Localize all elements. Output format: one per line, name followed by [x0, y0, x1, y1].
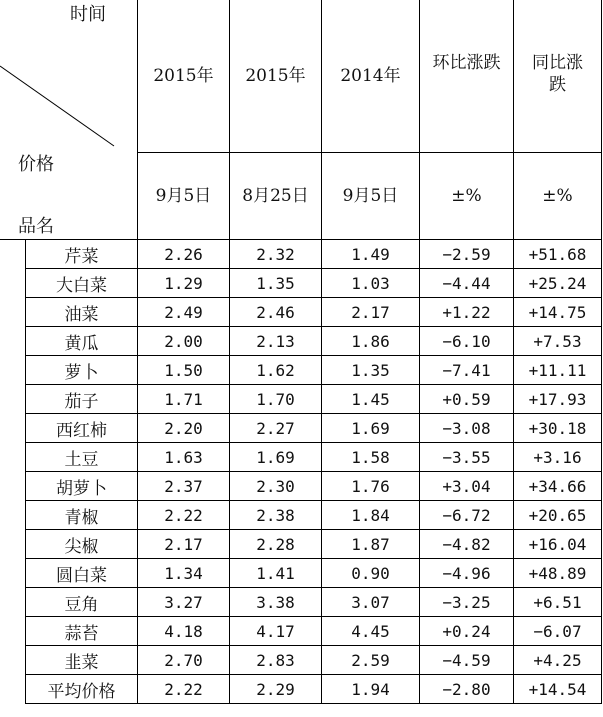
value-cell: 2.27 [256, 418, 295, 438]
value-cell: −6.10 [442, 331, 491, 351]
value-cell: −2.59 [442, 244, 491, 264]
value-cell: +17.93 [528, 389, 587, 409]
corner-item-label: 品名 [18, 216, 54, 237]
value-cell: +6.51 [533, 592, 582, 612]
value-cell: 2.30 [256, 476, 295, 496]
column-header-top: 同比涨跌 [532, 53, 583, 95]
column-header-top: 2014年 [340, 66, 401, 86]
value-cell: 4.18 [164, 621, 203, 641]
row-name-cell: 大白菜 [56, 275, 107, 296]
value-cell: −7.41 [442, 360, 491, 380]
value-cell: 2.70 [164, 650, 203, 670]
value-cell: +34.66 [528, 476, 587, 496]
corner-price-label: 价格 [18, 154, 54, 175]
value-cell: 1.49 [351, 244, 390, 264]
value-cell: 2.28 [256, 534, 295, 554]
corner-time-label: 时间 [70, 4, 106, 25]
value-cell: −3.08 [442, 418, 491, 438]
column-header-bottom: 8月25日 [242, 186, 309, 206]
value-cell: −4.82 [442, 534, 491, 554]
value-cell: 2.00 [164, 331, 203, 351]
value-cell: −4.44 [442, 273, 491, 293]
row-name-cell: 芹菜 [64, 246, 99, 267]
value-cell: 1.86 [351, 331, 390, 351]
value-cell: 1.71 [164, 389, 203, 409]
row-name-cell: 西红柿 [56, 420, 107, 441]
value-cell: 2.13 [256, 331, 295, 351]
value-cell: +1.22 [442, 302, 491, 322]
value-cell: 4.45 [351, 621, 390, 641]
column-header-top: 2015年 [245, 66, 306, 86]
value-cell: 4.17 [256, 621, 295, 641]
value-cell: 2.22 [164, 505, 203, 525]
value-cell: 1.03 [351, 273, 390, 293]
column-header-top: 环比涨跌 [432, 53, 501, 73]
row-name-cell: 豆角 [64, 594, 99, 615]
value-cell: 2.37 [164, 476, 203, 496]
value-cell: 2.26 [164, 244, 203, 264]
value-cell: +16.04 [528, 534, 587, 554]
value-cell: +25.24 [528, 273, 587, 293]
row-name-cell: 尖椒 [64, 536, 99, 557]
row-name-cell: 茄子 [64, 391, 99, 412]
value-cell: +14.75 [528, 302, 587, 322]
value-cell: 1.69 [351, 418, 390, 438]
value-cell: 3.27 [164, 592, 203, 612]
value-cell: 2.20 [164, 418, 203, 438]
value-cell: +4.25 [533, 650, 582, 670]
value-cell: 1.50 [164, 360, 203, 380]
value-cell: −4.96 [442, 563, 491, 583]
value-cell: 1.41 [256, 563, 295, 583]
value-cell: 1.34 [164, 563, 203, 583]
value-cell: −4.59 [442, 650, 491, 670]
column-header-bottom: 9月5日 [342, 186, 399, 206]
value-cell: 2.59 [351, 650, 390, 670]
row-name-cell: 圆白菜 [56, 565, 107, 586]
value-cell: 1.62 [256, 360, 295, 380]
value-cell: 2.38 [256, 505, 295, 525]
value-cell: 0.90 [351, 563, 390, 583]
value-cell: 2.29 [256, 679, 295, 699]
value-cell: 1.35 [256, 273, 295, 293]
column-header-bottom: ±% [451, 186, 482, 206]
row-name-cell: 韭菜 [64, 652, 99, 673]
row-name-cell: 黄瓜 [64, 333, 99, 354]
value-cell: +3.04 [442, 476, 491, 496]
row-name-cell: 蒜苔 [64, 623, 99, 644]
value-cell: 1.94 [351, 679, 390, 699]
row-name-cell: 土豆 [64, 449, 99, 470]
value-cell: −6.72 [442, 505, 491, 525]
row-name-cell: 青椒 [64, 507, 99, 528]
row-name-cell: 平均价格 [47, 681, 116, 702]
value-cell: +20.65 [528, 505, 587, 525]
value-cell: +7.53 [533, 331, 582, 351]
grid-hline [25, 703, 602, 704]
value-cell: +30.18 [528, 418, 587, 438]
value-cell: −6.07 [533, 621, 582, 641]
value-cell: 2.32 [256, 244, 295, 264]
value-cell: 1.87 [351, 534, 390, 554]
value-cell: 1.69 [256, 447, 295, 467]
row-name-cell: 油菜 [64, 304, 99, 325]
value-cell: 2.22 [164, 679, 203, 699]
value-cell: 1.70 [256, 389, 295, 409]
column-header-top: 2015年 [153, 66, 214, 86]
value-cell: 1.58 [351, 447, 390, 467]
grid-vline [601, 0, 602, 704]
value-cell: −2.80 [442, 679, 491, 699]
value-cell: 3.07 [351, 592, 390, 612]
value-cell: +48.89 [528, 563, 587, 583]
value-cell: 2.46 [256, 302, 295, 322]
value-cell: 1.45 [351, 389, 390, 409]
value-cell: −3.25 [442, 592, 491, 612]
value-cell: 2.49 [164, 302, 203, 322]
value-cell: +51.68 [528, 244, 587, 264]
column-header-bottom: ±% [542, 186, 573, 206]
value-cell: 1.29 [164, 273, 203, 293]
row-name-cell: 萝卜 [64, 362, 99, 383]
row-name-cell: 胡萝卜 [56, 478, 107, 499]
value-cell: +11.11 [528, 360, 587, 380]
value-cell: 2.83 [256, 650, 295, 670]
value-cell: 2.17 [164, 534, 203, 554]
column-header-bottom: 9月5日 [155, 186, 212, 206]
value-cell: 1.63 [164, 447, 203, 467]
value-cell: 1.76 [351, 476, 390, 496]
value-cell: 1.84 [351, 505, 390, 525]
value-cell: 2.17 [351, 302, 390, 322]
value-cell: +0.24 [442, 621, 491, 641]
value-cell: +0.59 [442, 389, 491, 409]
value-cell: 1.35 [351, 360, 390, 380]
value-cell: +14.54 [528, 679, 587, 699]
value-cell: 3.38 [256, 592, 295, 612]
value-cell: +3.16 [533, 447, 582, 467]
value-cell: −3.55 [442, 447, 491, 467]
